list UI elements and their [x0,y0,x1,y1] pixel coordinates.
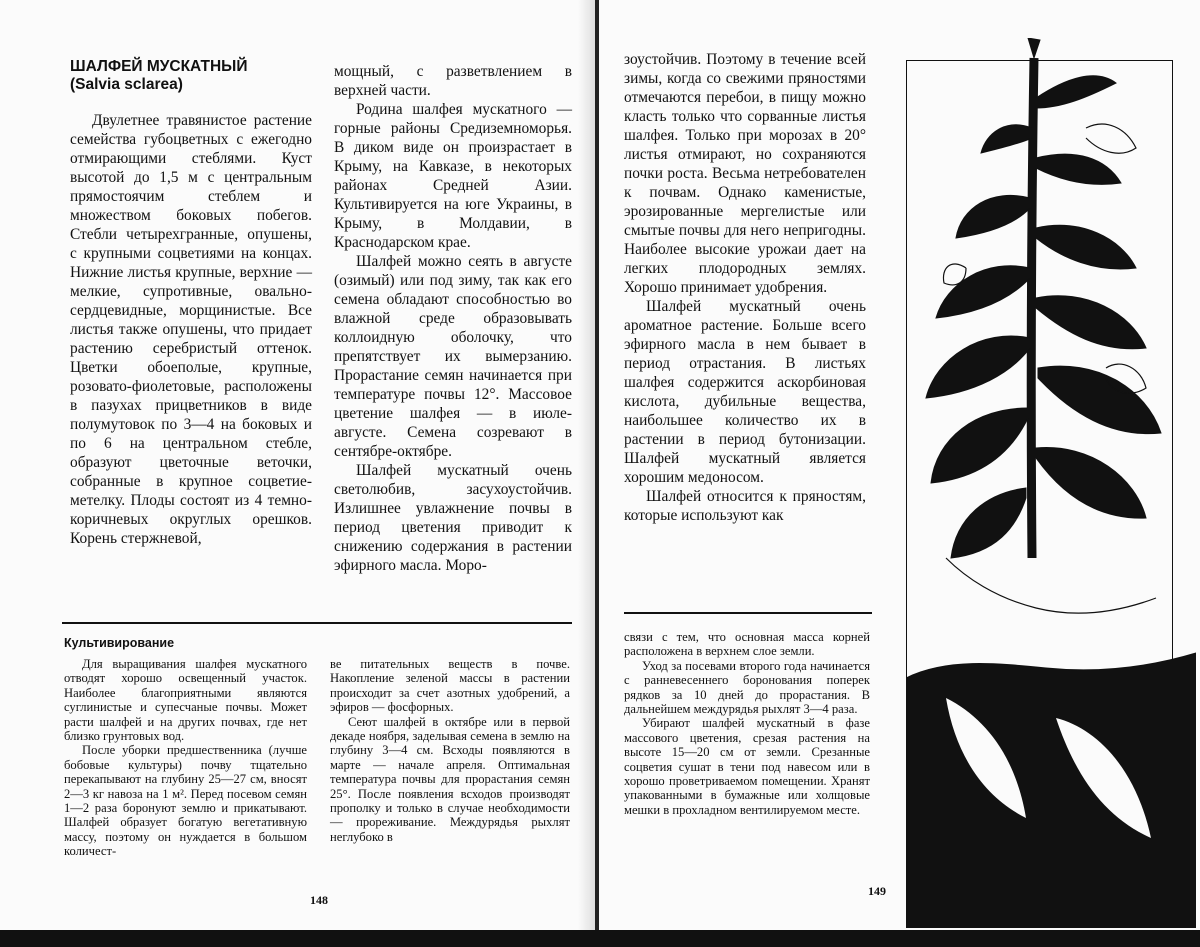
paragraph: Шалфей мускатный очень ароматное растение. Больше всего эфирного масла в нем бывает в период отрастания. В листьях шалфея содержится аскорбиновая кислота, дубильные вещества, наибольшее количество их в растении в период бутонизации. Шалфей мускатный является хорошим медоносом. [624,297,866,487]
page-number: 148 [310,893,328,908]
paragraph: связи с тем, что основная масса корней расположена в верхнем слое земли. [624,630,870,659]
paragraph: зоустойчив. Поэтому в течение всей зимы, когда со свежими пряностями отмечаются перебои, в пищу можно класть только что сорванные листья шалфея. Только при морозах в 20° листья отмирают, но сохраняются почки роста. Весьма нетребователен к почвам. Однако каменистые, эрозированные мергелистые или смытые почвы для него непригодны. Наиболее высокие урожаи дает на легких плодородных землях. Хорошо принимает удобрения. [624,50,866,297]
spine-shadow [578,0,596,947]
section-rule [62,622,572,624]
paragraph: Родина шалфея мускатного — горные районы Средиземноморья. В диком виде он произрастает в Крыму, на Кавказе, в некоторых районах Средней Азии. Культивируется на юге Украины, в Крыму, в Молдавии, в Краснодарском крае. [334,100,572,252]
paragraph: Шалфей относится к пряностям, которые используют как [624,487,866,525]
paragraph: Уход за посевами второго года начинается с ранневесеннего боронования поперек рядков за 10 дней до прорастания. В дальнейшем междурядья рыхлят 3—4 раза. [624,659,870,717]
right-small-column [624,630,870,817]
right-column [624,50,866,525]
sage-plant-illustration [906,38,1196,928]
book-spine [595,0,599,947]
paragraph: мощный, с разветвлением в верхней части. [334,62,572,100]
paragraph: Двулетнее травянистое растение семейства губоцветных с ежегодно отмирающими стеблями. Куст высотой до 1,5 м с центральным прямостоячим стеблем и множеством боковых побегов. Стебли четырехгранные, опушены, с крупными соцветиями на концах. Нижние листья крупные, верхние — мелкие, супротивные, овально-сердцевидные, морщинистые. Все листья также опушены, что придает растению серебристый оттенок. Цветки обоеполые, крупные, розовато-фиолетовые, расположены в пазухах прицветников в виде полумутовок по 3—4 на боковых и по 6 на центральном стебле, образуют цветочные веточки, собранные в крупное соцветие-метелку. Плоды состоят из 4 темно-коричневых округлых орешков. Корень стержневой, [70,111,312,548]
left-small-column-1 [64,657,307,859]
paragraph: Сеют шалфей в октябре или в первой декаде ноября, заделывая семена в землю на глубину 3—4 см. Всходы появляются в марте — начале апреля. Оптимальная температура почвы для прорастания семян 25°. После появления всходов производят прополку и только в случае необходимости — прореживание. Междурядья рыхлят неглубоко в [330,715,570,845]
paragraph: Убирают шалфей мускатный в фазе массового цветения, срезая растения на высоте 15—20 см от земли. Срезанные соцветия сушат в тени под навесом или в хорошо проветриваемом помещении. Хранят упакованными в бумажные или холщовые мешки в прохладном вентилируемом месте. [624,716,870,817]
left-small-column-2 [330,657,570,844]
page-number: 149 [868,884,886,899]
section-rule [624,612,872,614]
paragraph: После уборки предшественника (лучше бобовые культуры) почву тщательно перекапывают на глубину 25—27 см, вносят 2—3 кг навоза на 1 м². Перед посевом семян 1—2 раза боронуют землю и прикатывают. Шалфей образует богатую вегетативную массу, поэтому он нуждается в большом количест- [64,743,307,858]
section-heading: Культивирование [64,636,174,650]
paragraph: Шалфей мускатный очень светолюбив, засухоустойчив. Излишнее увлажнение почвы в период цветения приводит к снижению содержания в растении эфирного масла. Моро- [334,461,572,575]
paragraph: ве питательных веществ в почве. Накопление зеленой массы в растении происходит за счет азотных удобрений, а эфиров — фосфорных. [330,657,570,715]
paragraph: Шалфей можно сеять в августе (озимый) или под зиму, так как его семена обладают способностью во влажной среде образовывать коллоидную оболочку, что препятствует их вымерзанию. Прорастание семян начинается при температуре почвы 12°. Массовое цветение шалфея — в июле-августе. Семена созревают в сентябре-октябре. [334,252,572,461]
paragraph: Для выращивания шалфея мускатного отводят хорошо освещенный участок. Наиболее благоприятными являются суглинистые и супесчаные почвы. Может расти шалфей и на других почвах, где нет близко грунтовых вод. [64,657,307,743]
left-column-2 [334,62,572,575]
article-title: ШАЛФЕЙ МУСКАТНЫЙ (Salvia sclarea) [70,58,247,94]
left-column-1 [70,111,312,548]
bottom-dark-band [0,930,1200,947]
